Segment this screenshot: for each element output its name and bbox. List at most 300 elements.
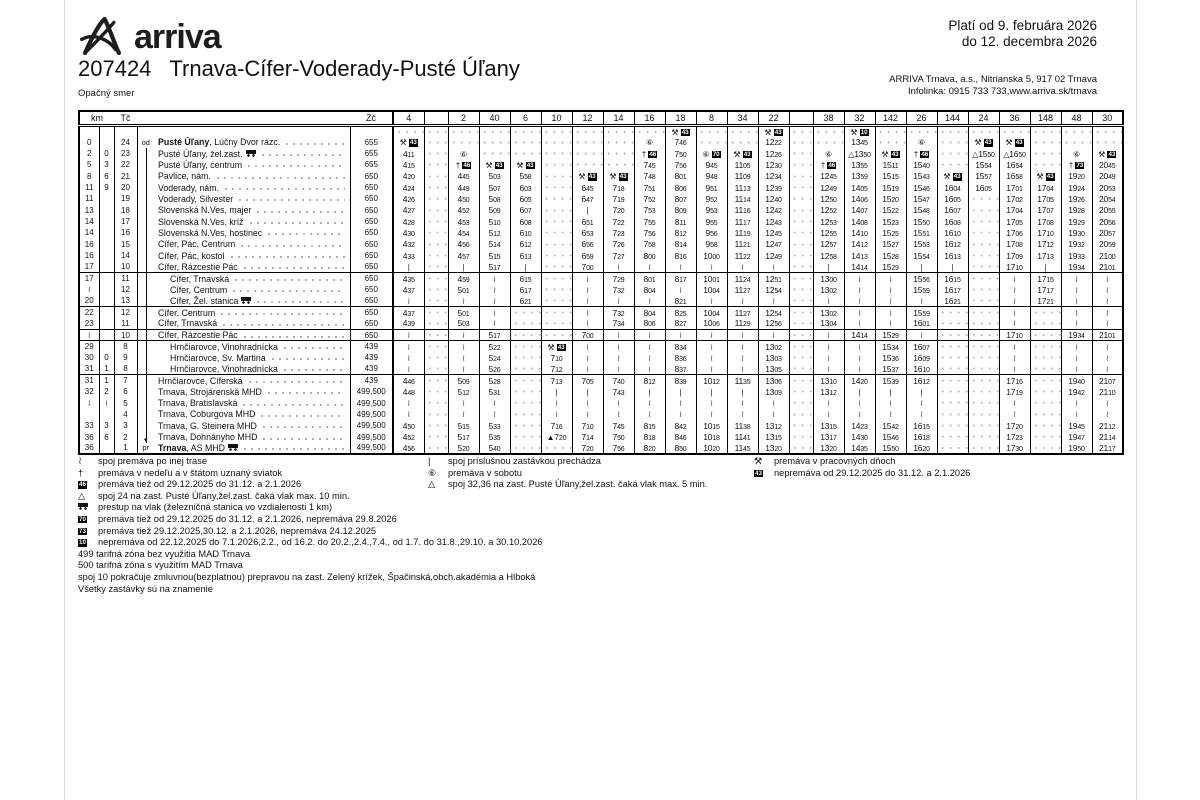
time-cell: 2059 [1092, 239, 1123, 250]
trip-number: 26 [906, 111, 937, 125]
dot-leader [217, 176, 345, 180]
route-direction-line [146, 159, 147, 170]
km-cell: 29 [84, 342, 94, 352]
route-direction-line [146, 397, 147, 408]
time-cell [448, 409, 479, 420]
odpr-cell [137, 386, 154, 397]
time-cell [665, 284, 696, 295]
workdays-icon: ⚒ [943, 172, 951, 182]
time-cell [424, 409, 448, 420]
other-route-squiggle-icon: ≀ [678, 409, 683, 420]
other-route-squiggle-icon: ≀ [857, 284, 862, 295]
time-cell [479, 137, 510, 148]
time-cell: 645 [572, 182, 603, 193]
time-cell [844, 307, 875, 318]
time-cell [634, 137, 665, 148]
time-cell [844, 352, 875, 363]
note-badge: 43 [984, 139, 992, 147]
time-cell [541, 284, 572, 295]
time-cell [448, 397, 479, 408]
validity-dates [948, 18, 1097, 50]
route-direction-line [146, 386, 147, 397]
time-cell [424, 250, 448, 261]
time-cell [906, 261, 937, 272]
km2-cell: 1 [99, 363, 114, 374]
route-title: Trnava-Cífer-Voderady-Pusté Úľany [169, 56, 520, 81]
time-cell: 1712 [1030, 239, 1061, 250]
time-cell [448, 295, 479, 306]
km-cell: 14 [84, 228, 94, 238]
saturday-icon: ⑥ [918, 138, 925, 148]
time-cell: 1222 [758, 137, 789, 148]
km-cell: 16 [84, 239, 94, 249]
time-cell: 1312 [813, 386, 844, 397]
time-cell: 827 [665, 318, 696, 329]
km2-cell [99, 261, 114, 272]
time-cell: 608 [510, 216, 541, 227]
time-cell: 1615 [937, 273, 968, 284]
other-route-squiggle-icon: ≀ [616, 330, 621, 341]
time-cell: 1247 [758, 239, 789, 250]
time-cell: 1920 [1061, 171, 1092, 182]
other-route-squiggle-icon: ≀ [857, 295, 862, 306]
time-cell [510, 148, 541, 159]
time-cell [634, 329, 665, 340]
time-cell: 1708 [1030, 216, 1061, 227]
legend-line: † premáva v nedeľu a v štátom uznaný sviatok [78, 467, 283, 478]
header-tc: Tč [114, 111, 137, 125]
other-route-squiggle-icon: ≀ [740, 341, 745, 352]
route-direction-line [146, 239, 147, 250]
other-route-squiggle-icon: ≀ [585, 307, 590, 318]
time-cell: 1430 [844, 431, 875, 442]
time-cell [448, 137, 479, 148]
time-cell: 1116 [727, 205, 758, 216]
odpr-cell [137, 284, 154, 295]
time-cell: 621 [510, 295, 541, 306]
time-cell [875, 125, 906, 137]
time-cell [789, 261, 813, 272]
other-route-squiggle-icon: ≀ [1074, 307, 1079, 318]
other-route-squiggle-icon: ≀ [1105, 409, 1109, 420]
time-cell: 1710 [999, 261, 1030, 272]
note-badge: 46 [463, 161, 470, 169]
route-direction-line [146, 363, 147, 374]
time-cell: 748 [634, 171, 665, 182]
tc-cell: 12 [114, 284, 137, 295]
other-route-squiggle-icon: ≀ [771, 295, 776, 306]
other-route-squiggle-icon: ≀ [647, 363, 652, 374]
time-cell: 517 [479, 261, 510, 272]
other-route-squiggle-icon: ≀ [647, 341, 652, 352]
time-cell: 1355 [844, 159, 875, 170]
tc-cell: 5 [114, 397, 137, 408]
time-cell [906, 137, 937, 148]
trip-number: 12 [572, 111, 603, 125]
tc-cell: 24 [114, 137, 137, 148]
time-cell [572, 273, 603, 284]
other-route-squiggle-icon: ≀ [407, 295, 411, 306]
time-cell [541, 307, 572, 318]
arriva-logo [76, 14, 221, 58]
route-direction-line [146, 261, 147, 272]
time-cell [813, 341, 844, 352]
workdays-icon: ⚒ [399, 138, 407, 148]
time-cell: 448 [393, 386, 424, 397]
time-cell [813, 261, 844, 272]
workdays-icon: ⚒ [578, 172, 586, 182]
time-cell [1061, 363, 1092, 374]
legend-line: △ spoj 32,36 na zast. Pusté Úľany,žel.zast. čaká vlak max. 5 min. [428, 479, 708, 490]
time-cell [424, 159, 448, 170]
time-cell [541, 397, 572, 408]
dot-leader [225, 187, 345, 191]
time-cell: △1350 [844, 148, 875, 159]
station-cell: Trnava, Dohnányho MHD [154, 431, 350, 442]
time-cell [906, 148, 937, 159]
route-direction-line [146, 216, 147, 227]
time-cell [424, 216, 448, 227]
workdays-icon: ⚒ [485, 160, 493, 170]
km2-cell: 3 [99, 159, 114, 170]
saturday-icon: ⑥ [1073, 149, 1080, 159]
time-cell [968, 431, 999, 442]
time-cell [479, 397, 510, 408]
zone-cell: 439 [350, 375, 393, 386]
time-cell: 1119 [727, 227, 758, 238]
time-cell: 1141 [727, 431, 758, 442]
passes-stop-icon: | [920, 262, 923, 272]
time-cell [572, 318, 603, 329]
time-cell [510, 363, 541, 374]
zone-cell: 650 [350, 318, 393, 329]
time-cell: 457 [448, 250, 479, 261]
time-cell [789, 329, 813, 340]
km-cell: 22 [84, 308, 94, 318]
time-cell [510, 137, 541, 148]
other-route-squiggle-icon: ≀ [740, 363, 745, 374]
other-route-squiggle-icon: ≀ [1012, 409, 1017, 420]
odpr-cell [137, 375, 154, 386]
time-cell: 1559 [906, 307, 937, 318]
time-cell: 1556 [906, 273, 937, 284]
time-cell: 753 [634, 205, 665, 216]
time-cell [789, 250, 813, 261]
time-cell: 1621 [937, 295, 968, 306]
passes-stop-icon: | [555, 387, 558, 397]
time-cell [968, 341, 999, 352]
time-cell [875, 397, 906, 408]
km-cell: 31 [84, 376, 94, 386]
other-route-squiggle-icon: ≀ [919, 330, 924, 341]
other-route-squiggle-icon: ≀ [857, 307, 862, 318]
time-cell: 1706 [999, 227, 1030, 238]
legend-line: ⚒ premáva v pracovných dňoch [754, 456, 896, 466]
time-cell [1061, 409, 1092, 420]
other-route-squiggle-icon: ≀ [616, 363, 621, 374]
note-badge: 43 [557, 343, 565, 351]
km2-cell [99, 273, 114, 284]
time-cell [937, 329, 968, 340]
time-cell [424, 341, 448, 352]
time-cell [789, 137, 813, 148]
time-cell: 1410 [844, 227, 875, 238]
time-cell [999, 397, 1030, 408]
other-route-squiggle-icon: ≀ [461, 295, 466, 306]
other-route-squiggle-icon: ≀ [1012, 352, 1017, 363]
time-cell: 743 [603, 386, 634, 397]
sunday-holiday-icon: † [1068, 160, 1074, 170]
trip-number: 16 [634, 111, 665, 125]
other-route-squiggle-icon: ≀ [492, 409, 497, 420]
stop-row [79, 261, 1123, 272]
note-badge: 46 [921, 150, 928, 158]
time-cell: 806 [634, 318, 665, 329]
time-cell [424, 205, 448, 216]
dot-leader [286, 142, 344, 146]
note-badge: 43 [410, 139, 417, 147]
time-cell: 1105 [727, 159, 758, 170]
route-direction-line [146, 284, 147, 295]
time-cell [634, 386, 665, 397]
time-cell [968, 239, 999, 250]
tc-cell: 8 [114, 363, 137, 374]
other-route-squiggle-icon: ≀ [1012, 284, 1017, 295]
route-direction-line [146, 250, 147, 261]
route-direction-line [146, 420, 147, 431]
zone-cell: 650 [350, 261, 393, 272]
time-cell [634, 261, 665, 272]
km2-cell: 0 [99, 352, 114, 363]
tc-cell: 4 [114, 409, 137, 420]
time-cell [634, 341, 665, 352]
other-route-squiggle-icon: ≀ [709, 295, 714, 306]
time-cell [937, 443, 968, 454]
time-cell: 517 [479, 329, 510, 340]
header-km: km [79, 111, 114, 125]
time-cell [813, 125, 844, 137]
time-cell [1092, 352, 1123, 363]
time-cell [541, 386, 572, 397]
stop-row [79, 295, 1123, 306]
time-cell [789, 375, 813, 386]
time-cell [572, 284, 603, 295]
time-cell: 503 [479, 171, 510, 182]
legend-line: Všetky zastávky sú na znamenie [78, 583, 213, 594]
other-route-squiggle-icon: ≀ [616, 352, 621, 363]
other-route-squiggle-icon: ≀ [888, 295, 893, 306]
workdays-icon: ⚒ [881, 149, 889, 159]
time-cell [844, 397, 875, 408]
time-cell: 449 [448, 182, 479, 193]
time-cell: 801 [634, 273, 665, 284]
time-cell: 2049 [1092, 171, 1123, 182]
time-cell: 2101 [1092, 261, 1123, 272]
time-cell [603, 295, 634, 306]
time-cell [541, 261, 572, 272]
other-route-squiggle-icon: ≀ [1074, 398, 1079, 409]
time-cell: 1315 [813, 420, 844, 431]
other-route-squiggle-icon: ≀ [616, 409, 621, 420]
time-cell: 1004 [696, 307, 727, 318]
time-cell: 524 [479, 352, 510, 363]
time-cell: 1705 [999, 216, 1030, 227]
stop-row [79, 250, 1123, 261]
time-cell: 951 [696, 182, 727, 193]
odpr-cell [137, 295, 154, 306]
validity-line2: do 12. decembra 2026 [961, 34, 1097, 49]
odpr-cell [137, 193, 154, 204]
time-cell: 1124 [727, 273, 758, 284]
other-route-squiggle-icon: ≀ [1074, 273, 1079, 284]
time-cell: 1542 [875, 420, 906, 431]
time-cell [968, 250, 999, 261]
km2-cell [99, 216, 114, 227]
time-cell: 1607 [937, 205, 968, 216]
trip-number: 36 [999, 111, 1030, 125]
time-cell [844, 125, 875, 137]
time-cell: 446 [393, 375, 424, 386]
time-cell [789, 159, 813, 170]
time-cell [1030, 443, 1061, 454]
zone-cell: 499,500 [350, 420, 393, 431]
km2-cell: 3 [99, 420, 114, 431]
passes-stop-icon: | [648, 387, 651, 397]
time-cell: 1537 [875, 363, 906, 374]
other-route-squiggle-icon: ≀ [709, 261, 714, 272]
time-cell [875, 137, 906, 148]
time-cell: 1548 [906, 205, 937, 216]
workdays-icon: ⚒ [1036, 172, 1044, 182]
time-cell: 756 [665, 159, 696, 170]
time-cell [758, 397, 789, 408]
time-cell [968, 295, 999, 306]
time-cell [393, 341, 424, 352]
other-route-squiggle-icon: ≀ [1105, 318, 1109, 329]
note-badge: 10 [860, 128, 868, 136]
km-cell: 13 [84, 205, 94, 215]
time-cell [937, 397, 968, 408]
zone-cell: 650 [350, 193, 393, 204]
time-cell: 528 [479, 375, 510, 386]
time-cell: 820 [634, 443, 665, 454]
trip-number: 2 [448, 111, 479, 125]
time-cell [937, 375, 968, 386]
trip-number: 24 [968, 111, 999, 125]
time-cell [696, 137, 727, 148]
time-cell [968, 307, 999, 318]
time-cell: 1546 [906, 182, 937, 193]
stop-row [79, 159, 1123, 170]
time-cell [758, 329, 789, 340]
time-cell [875, 386, 906, 397]
time-cell [727, 341, 758, 352]
time-cell: 1620 [906, 443, 937, 454]
timetable-grid [78, 110, 1124, 455]
saturday-icon: ⑥ [646, 138, 653, 148]
time-cell [696, 295, 727, 306]
passes-stop-icon: | [586, 387, 589, 397]
time-cell: 1658 [999, 171, 1030, 182]
km-cell: ≀ [79, 329, 99, 340]
time-cell [424, 171, 448, 182]
other-route-squiggle-icon: ≀ [616, 398, 621, 409]
time-cell [424, 125, 448, 137]
odpr-cell [137, 182, 154, 193]
time-cell: 612 [510, 239, 541, 250]
note-badge: 43 [526, 161, 534, 169]
km-cell: 36 [84, 443, 94, 453]
time-cell: 1305 [758, 363, 789, 374]
header-row [79, 111, 1123, 125]
time-cell: 812 [634, 375, 665, 386]
time-cell [999, 363, 1030, 374]
time-cell: 1306 [758, 375, 789, 386]
other-route-squiggle-icon: ≀ [709, 341, 714, 352]
tc-cell: 22 [114, 159, 137, 170]
time-cell: 1539 [875, 375, 906, 386]
km-cell: 8 [87, 171, 92, 181]
other-route-squiggle-icon: ≀ [857, 363, 862, 374]
workdays-icon: ⚒ [609, 172, 617, 182]
time-cell [789, 273, 813, 284]
other-route-squiggle-icon: ≀ [585, 284, 590, 295]
time-cell: 1129 [727, 318, 758, 329]
time-cell [968, 443, 999, 454]
time-cell [999, 284, 1030, 295]
other-route-squiggle-icon: ≀ [492, 273, 497, 284]
time-cell [541, 182, 572, 193]
passes-stop-icon: | [710, 387, 713, 397]
time-cell [510, 386, 541, 397]
time-cell: 1708 [999, 239, 1030, 250]
time-cell: 1249 [758, 250, 789, 261]
passes-stop-icon: | [951, 262, 954, 272]
time-cell [393, 137, 424, 148]
time-cell: 1302 [758, 341, 789, 352]
note-badge: 43 [953, 173, 961, 181]
time-cell [1092, 137, 1123, 148]
time-cell: 1527 [875, 239, 906, 250]
odpr-cell [137, 250, 154, 261]
time-cell: 1511 [875, 159, 906, 170]
time-cell: 1006 [696, 318, 727, 329]
time-cell [424, 443, 448, 454]
time-cell [541, 273, 572, 284]
time-cell: 456 [393, 443, 424, 454]
time-cell [393, 409, 424, 420]
time-cell: 1114 [727, 193, 758, 204]
note-badge: 10 [79, 539, 87, 547]
time-cell: 1230 [758, 159, 789, 170]
other-route-squiggle-icon: ≀ [585, 409, 590, 420]
time-cell [813, 159, 844, 170]
time-cell: 842 [665, 420, 696, 431]
time-cell: 825 [665, 307, 696, 318]
station-cell: Slovenská N.Ves, hostinec [154, 227, 350, 238]
note-badge: 43 [1046, 173, 1054, 181]
time-cell: 1520 [875, 193, 906, 204]
time-cell: 1012 [696, 375, 727, 386]
odpr-cell [137, 431, 154, 442]
km-cell: ≀ [87, 284, 91, 295]
zone-cell: 650 [350, 273, 393, 284]
time-cell [844, 363, 875, 374]
triangle-icon: △ [1003, 149, 1010, 159]
time-cell: 2055 [1092, 205, 1123, 216]
time-cell [665, 329, 696, 340]
time-cell [572, 307, 603, 318]
